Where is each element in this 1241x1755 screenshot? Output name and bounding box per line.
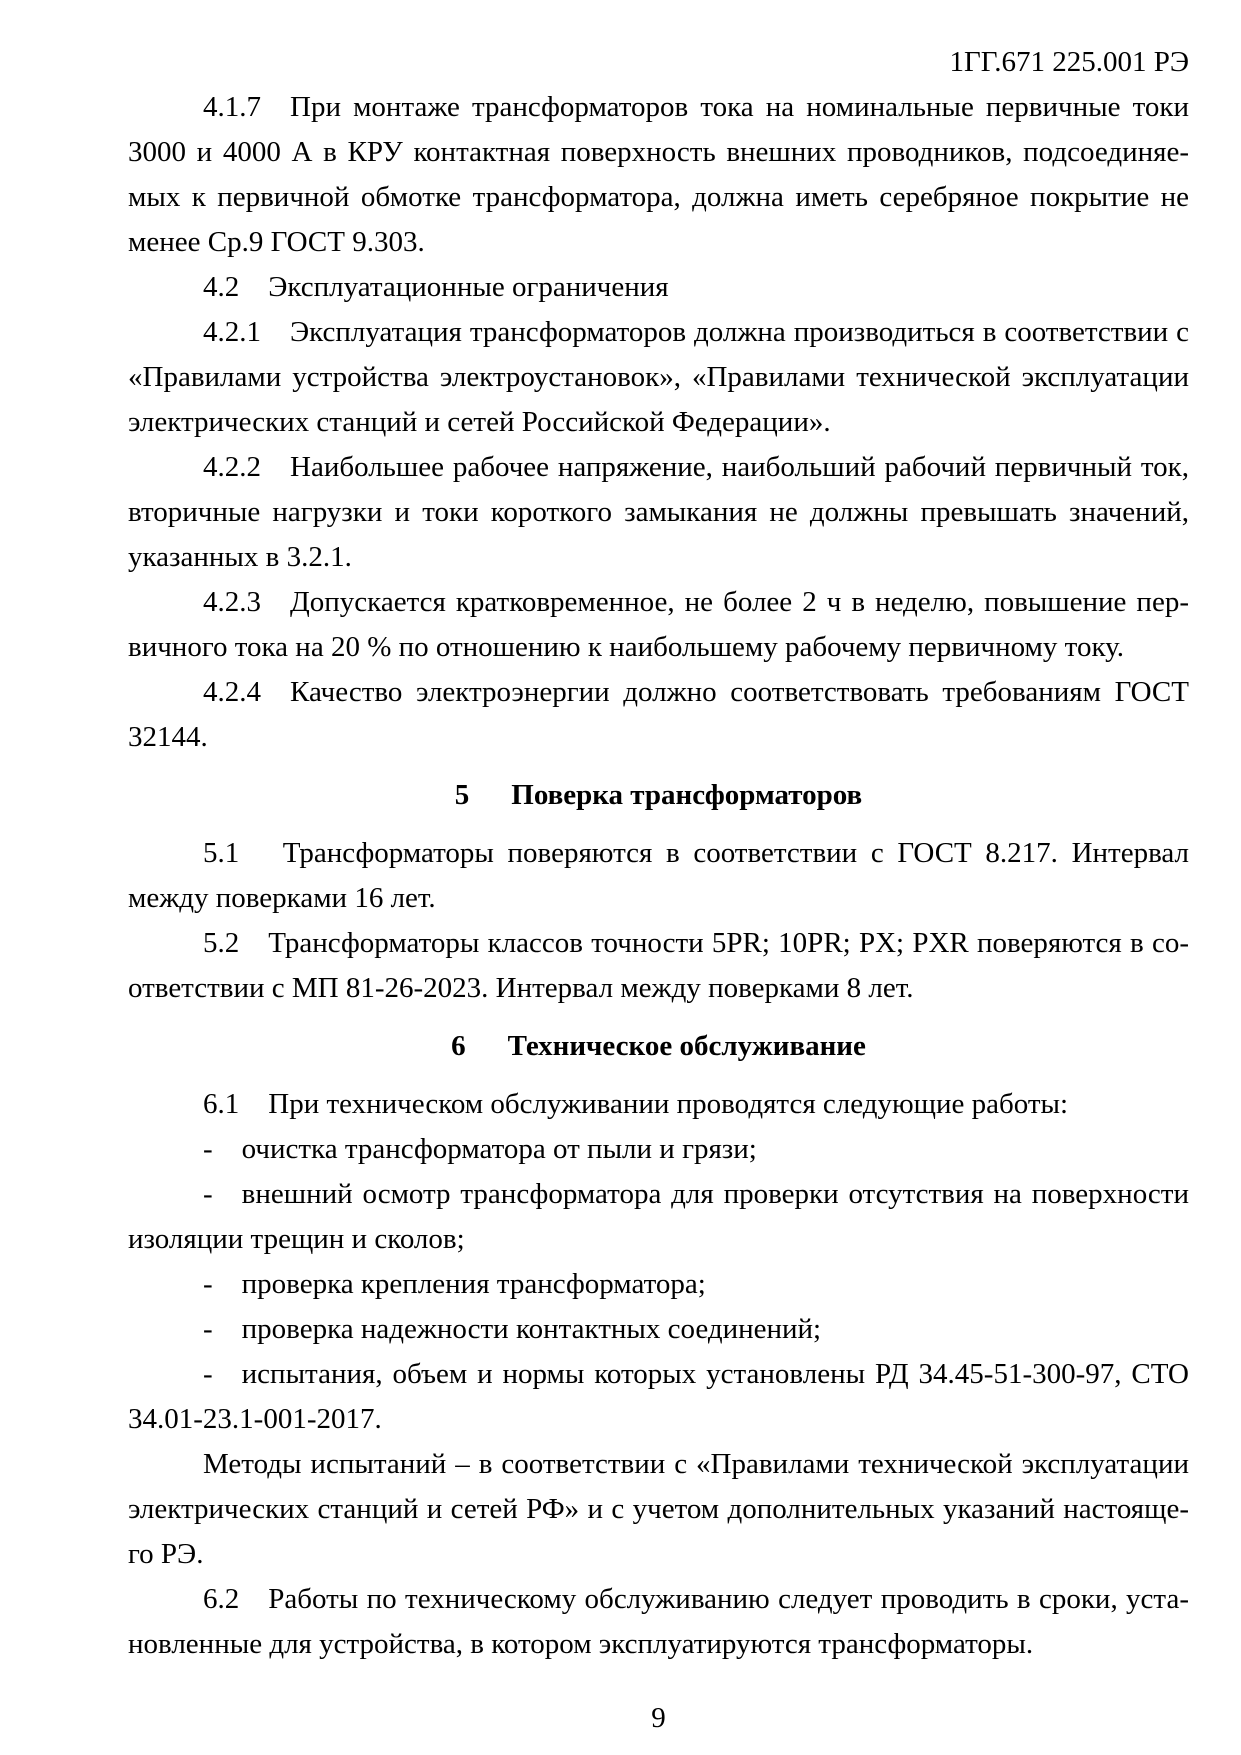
list-item-tests: - испытания, объем и нормы которых установлены РД 34.45-51-300-97, СТО 34.01-23.1-001-2017.	[128, 1358, 1189, 1435]
section-heading-6	[128, 1024, 1189, 1069]
paragraph-4-2-3: 4.2.3 Допускается кратковременное, не более 2 ч в неделю, повышение первичного тока на 20 % по отношению к наибольшему рабочему первичному току.	[128, 586, 1189, 663]
document-body	[128, 85, 1189, 1667]
section-title-5: Поверка трансформаторов	[511, 779, 863, 811]
paragraph-4-1-7: 4.1.7 При монтаже трансформаторов тока на номинальные первичные токи 3000 и 4000 А в КРУ контактная поверхность внешних проводников, подсоединяемых к первичной обмотке трансформатора, должна иметь серебряное покрытие не менее Ср.9 ГОСТ 9.303.	[128, 91, 1189, 258]
page-number: 9	[651, 1702, 666, 1734]
section-heading-5	[128, 773, 1189, 818]
paragraph-4-2-4: 4.2.4 Качество электроэнергии должно соответствовать требованиям ГОСТ 32144.	[128, 676, 1189, 753]
paragraph-6-1: 6.1 При техническом обслуживании проводятся следующие работы:	[203, 1088, 1069, 1120]
subsection-4-2: 4.2 Эксплуатационные ограничения	[203, 271, 669, 303]
section-title-6: Техническое обслуживание	[507, 1030, 866, 1062]
section-number-6: 6	[451, 1030, 466, 1062]
paragraph-5-2: 5.2 Трансформаторы классов точности 5PR; 10PR; PX; PXR поверяются в соответствии с МП 81-26-2023. Интервал между поверками 8 лет.	[128, 927, 1189, 1004]
paragraph-test-methods: Методы испытаний – в соответствии с «Правилами технической эксплуатации электрических станций и сетей РФ» и с учетом дополнительных указаний настоящего РЭ.	[128, 1448, 1189, 1570]
paragraph-5-1: 5.1 Трансформаторы поверяются в соответствии с ГОСТ 8.217. Интервал между поверками 16 лет.	[128, 837, 1189, 914]
paragraph-4-2-1: 4.2.1 Эксплуатация трансформаторов должна производиться в соответствии с «Правилами устройства электроустановок», «Правилами технической эксплуатации электрических станций и сетей Российской Федерации».	[128, 316, 1189, 438]
doc-number-header: 1ГГ.671 225.001 РЭ	[949, 46, 1189, 78]
list-item-cleaning: - очистка трансформатора от пыли и грязи;	[203, 1133, 757, 1165]
list-item-visual-inspection: - внешний осмотр трансформатора для проверки отсутствия на поверхности изоляции трещин и сколов;	[128, 1178, 1189, 1255]
paragraph-6-2: 6.2 Работы по техническому обслуживанию следует проводить в сроки, установленные для устройства, в котором эксплуатируются трансформаторы.	[128, 1583, 1189, 1660]
list-item-mounting-check: - проверка крепления трансформатора;	[203, 1268, 706, 1300]
list-item-contact-check: - проверка надежности контактных соединений;	[203, 1313, 822, 1345]
section-number-5: 5	[454, 779, 470, 811]
paragraph-4-2-2: 4.2.2 Наибольшее рабочее напряжение, наибольший рабочий первичный ток, вторичные нагрузки и токи короткого замыкания не должны превышать значений, указанных в 3.2.1.	[128, 451, 1189, 573]
